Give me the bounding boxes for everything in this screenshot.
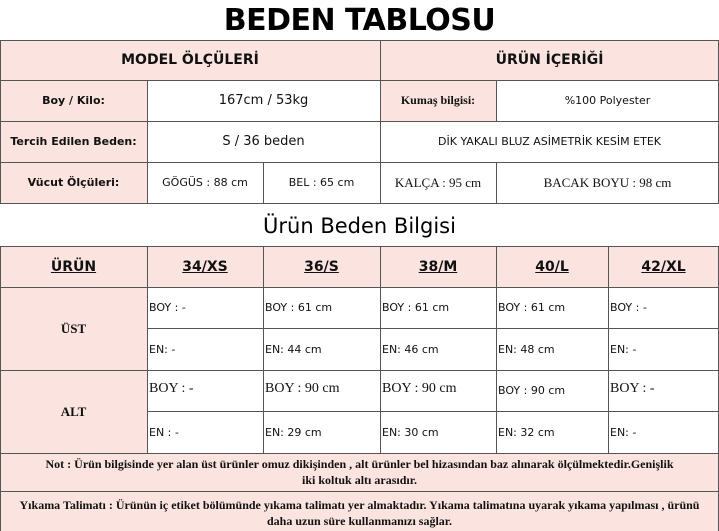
note-text: Not : Ürün bilgisinde yer alan üst ürünler omuz dikişinden , alt ürünler bel hizasından baz alınarak ölçülmektedir.Genişlik iki koltuk altı arasıdır.: [45, 457, 674, 487]
boy-kilo-label: Boy / Kilo:: [42, 94, 105, 107]
tercih-beden-value: S / 36 beden: [222, 134, 305, 149]
vline: [263, 246, 264, 453]
vline: [0, 40, 1, 203]
alt-en-38: EN: 30 cm: [382, 425, 439, 439]
hline: [0, 453, 719, 454]
kumas-value: %100 Polyester: [564, 94, 651, 107]
alt-boy-38: BOY : 90 cm: [382, 381, 457, 396]
page-title: BEDEN TABLOSU: [223, 2, 496, 38]
alt-boy-40: BOY : 90 cm: [498, 384, 566, 397]
ust-en-38: EN: 46 cm: [382, 342, 439, 356]
hline: [0, 370, 719, 371]
alt-en-36: EN: 29 cm: [265, 425, 322, 439]
col-urun: ÜRÜN: [50, 258, 97, 275]
vline: [496, 162, 497, 203]
hline: [0, 40, 719, 41]
vline: [0, 246, 1, 531]
ust-boy-36: BOY : 61 cm: [265, 301, 333, 314]
col-42-xl: 42/XL: [641, 258, 686, 275]
alt-boy-34: BOY : -: [149, 381, 194, 396]
alt-en-42: EN: -: [610, 425, 637, 439]
alt-en-34: EN : -: [149, 425, 179, 439]
urun-aciklama: DİK YAKALI BLUZ ASİMETRİK KESİM ETEK: [438, 135, 661, 148]
vline: [147, 246, 148, 453]
ust-en-34: EN: -: [149, 342, 176, 356]
hline: [0, 246, 719, 247]
alt-en-40: EN: 32 cm: [498, 425, 555, 439]
kumas-label: Kumaş bilgisi:: [400, 93, 476, 107]
row-label-ust: ÜST: [60, 320, 87, 336]
vline: [496, 246, 497, 453]
col-40-l: 40/L: [535, 258, 569, 275]
vucut-olculeri-label: Vücut Ölçüleri:: [27, 176, 120, 189]
vline: [147, 80, 148, 203]
bel-value: BEL : 65 cm: [288, 176, 355, 189]
ust-boy-42: BOY : -: [610, 301, 647, 314]
vline: [263, 162, 264, 203]
hline: [0, 287, 719, 288]
hline: [0, 80, 719, 81]
row-label-alt: ALT: [60, 403, 87, 419]
tercih-beden-label: Tercih Edilen Beden:: [10, 135, 137, 148]
alt-boy-36: BOY : 90 cm: [265, 381, 340, 396]
col-38-m: 38/M: [418, 258, 458, 275]
hline: [0, 121, 719, 122]
bacak-boyu-value: BACAK BOYU : 98 cm: [543, 174, 672, 190]
vline: [380, 246, 381, 453]
gogus-value: GÖGÜS : 88 cm: [162, 176, 248, 189]
ust-boy-38: BOY : 61 cm: [382, 301, 450, 314]
hline: [147, 411, 719, 412]
urun-beden-bilgisi-title: Ürün Beden Bilgisi: [263, 214, 456, 238]
hline: [0, 203, 719, 204]
hline: [147, 328, 719, 329]
vline: [608, 246, 609, 453]
hline: [0, 162, 719, 163]
wash-instruction-text: Yıkama Talimatı : Ürünün iç etiket bölümünde yıkama talimatı yer almaktadır. Yıkama talimatına uyarak yıkama yapılması , ürünü daha uzun süre kullanmanızı sağlar.: [19, 498, 700, 528]
col-34-xs: 34/XS: [182, 258, 228, 275]
urun-icerigi-header: ÜRÜN İÇERİĞİ: [495, 52, 604, 68]
ust-boy-40: BOY : 61 cm: [498, 301, 566, 314]
ust-en-42: EN: -: [610, 342, 637, 356]
vline: [496, 80, 497, 121]
ust-en-40: EN: 48 cm: [498, 342, 555, 356]
model-olculeri-header: MODEL ÖLÇÜLERİ: [121, 52, 259, 68]
col-36-s: 36/S: [304, 258, 339, 275]
ust-en-36: EN: 44 cm: [265, 342, 322, 356]
boy-kilo-value: 167cm / 53kg: [218, 93, 309, 108]
vline: [380, 40, 381, 203]
kalca-value: KALÇA : 95 cm: [394, 174, 482, 190]
hline: [0, 491, 719, 492]
alt-boy-42: BOY : -: [610, 381, 655, 396]
ust-boy-34: BOY : -: [149, 301, 186, 314]
